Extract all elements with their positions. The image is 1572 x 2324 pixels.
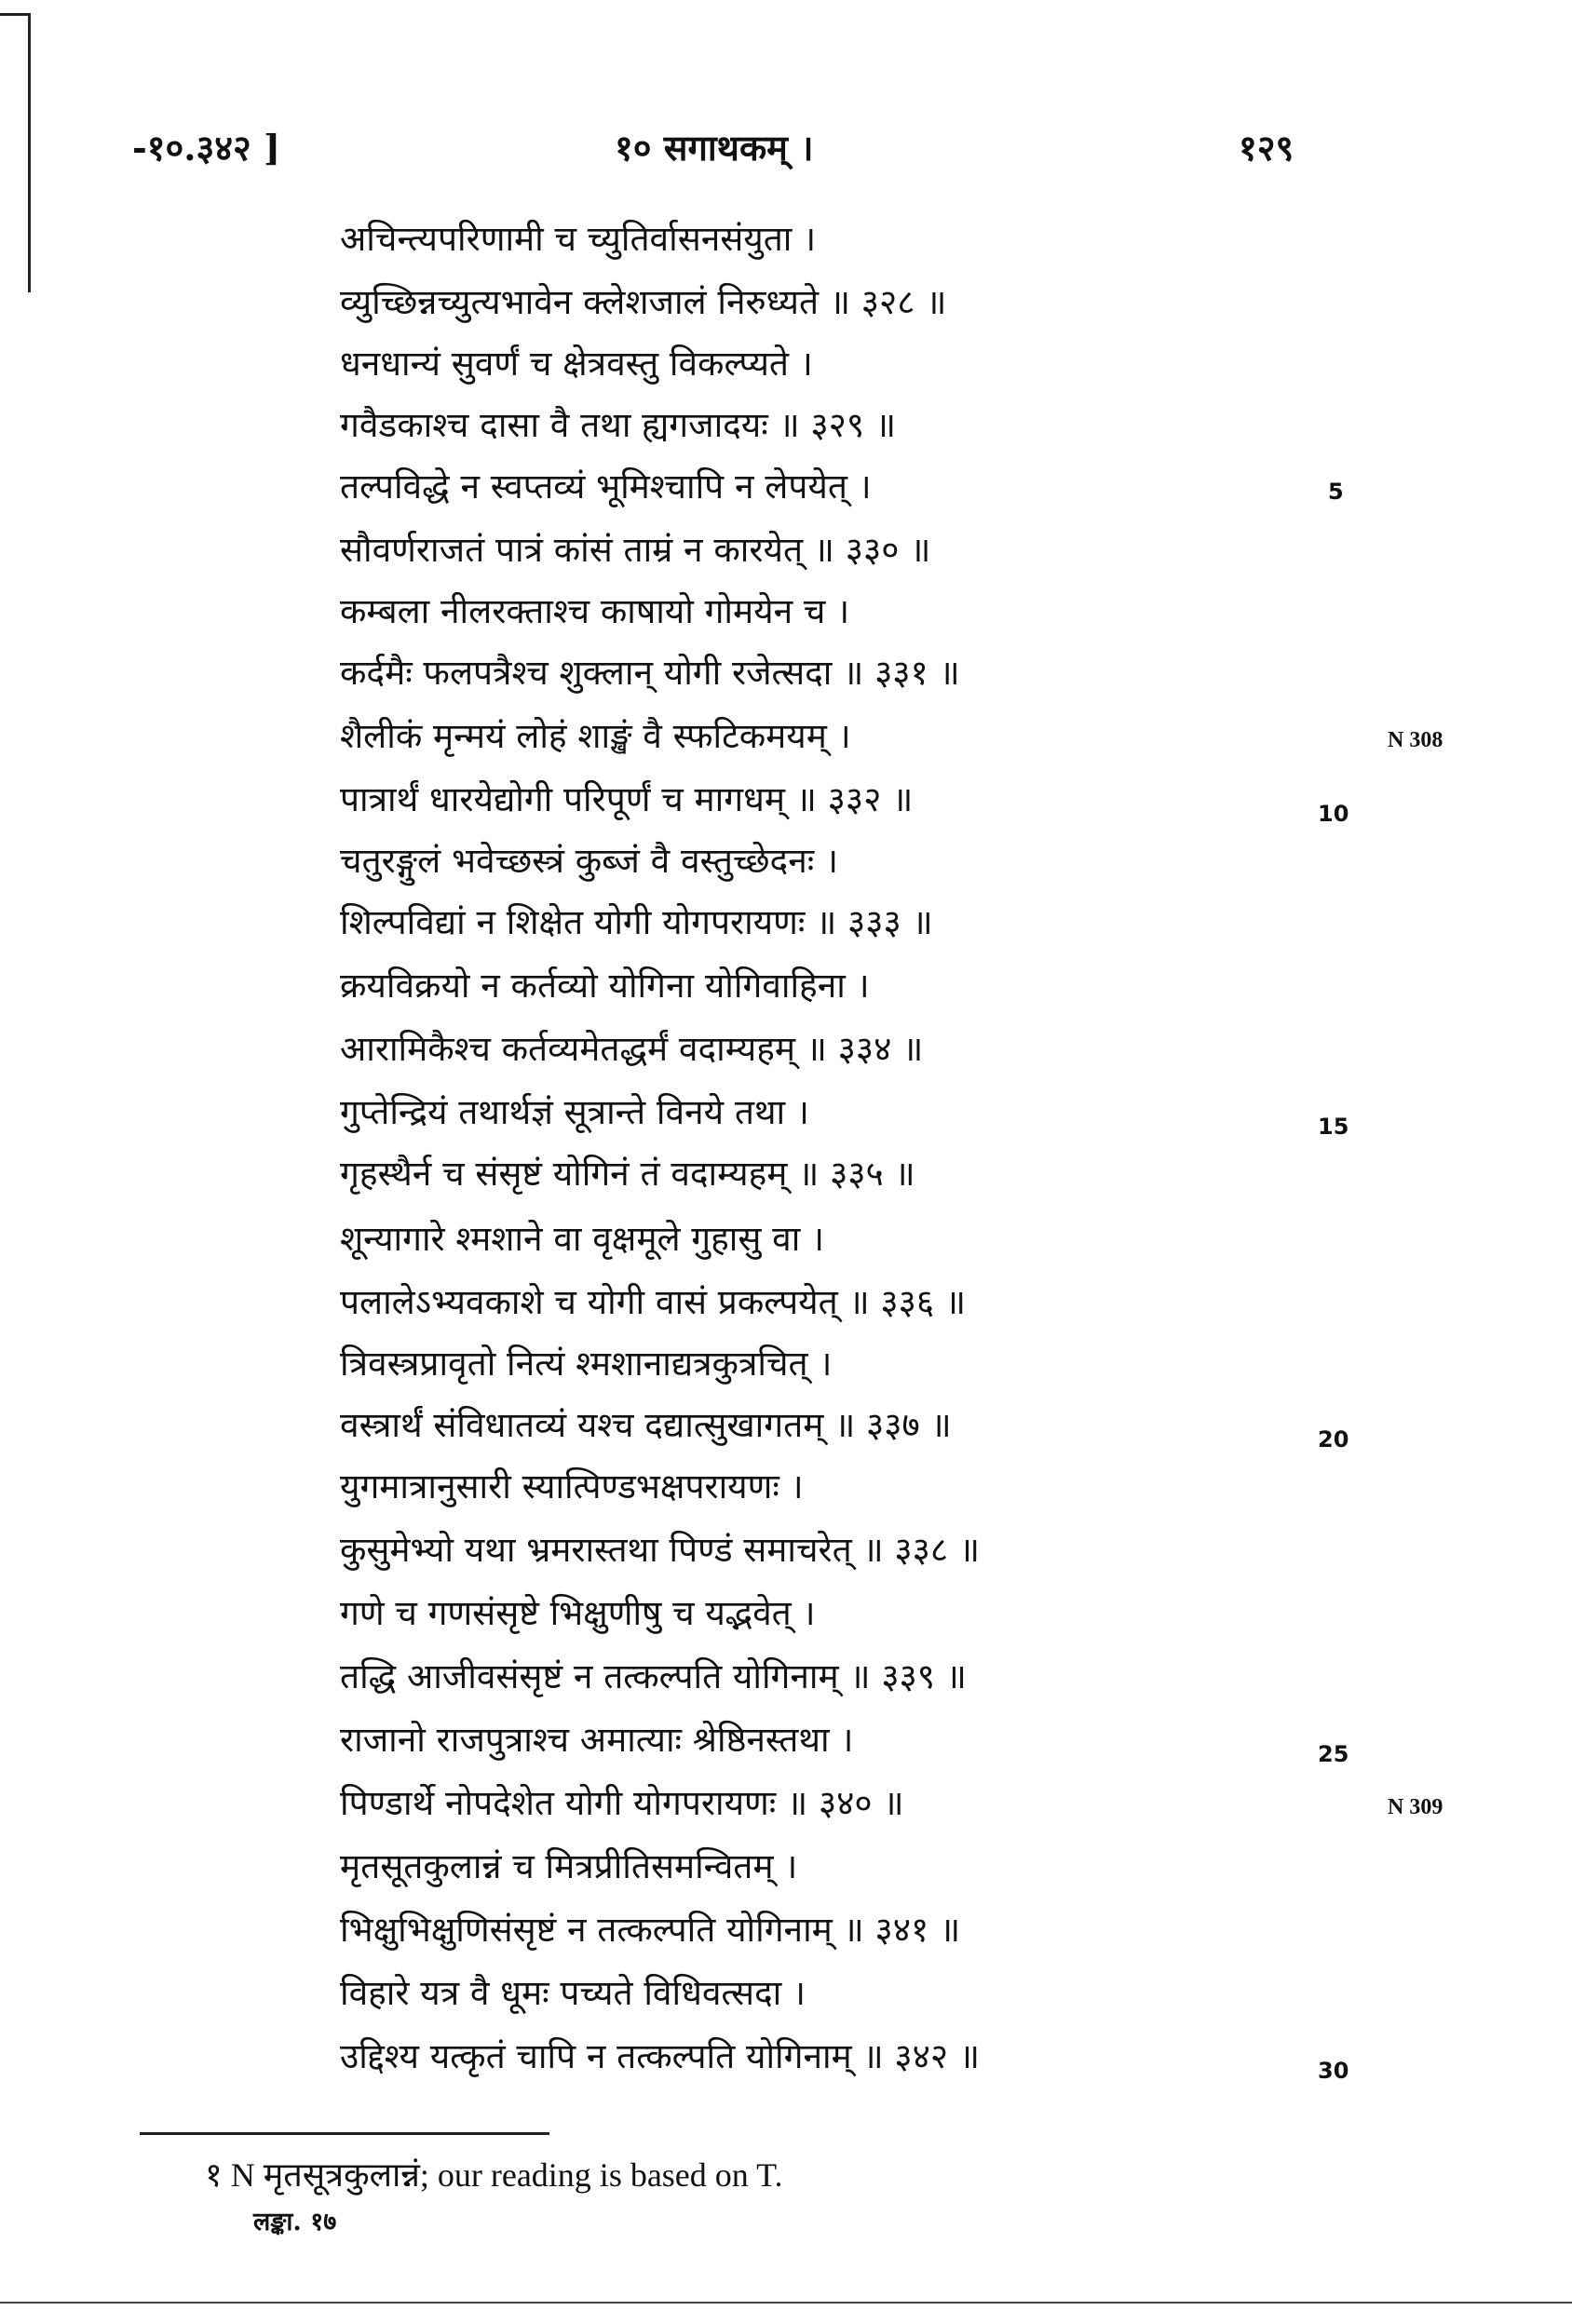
line-number: 15	[1318, 1114, 1349, 1140]
verse-line: कर्दमैः फलपत्रैश्च शुक्लान् योगी रजेत्सदा ॥ ३३१ ॥	[340, 653, 960, 693]
verse-line: कुसुमेभ्यो यथा भ्रमरास्तथा पिण्डं समाचरेत् ॥ ३३८ ॥	[340, 1530, 981, 1570]
verse-line: शैलीकं मृन्मयं लोहं शाङ्खं वै स्फटिकमयम् ।	[340, 716, 851, 756]
verse-line: अचिन्त्यपरिणामी च च्युतिर्वासनसंयुता ।	[340, 219, 817, 259]
line-number: 20	[1318, 1426, 1349, 1452]
verse-line: गृहस्थैर्न च संसृष्टं योगिनं तं वदाम्यहम् ॥ ३३५ ॥	[340, 1154, 915, 1194]
verse-line: गणे च गणसंसृष्टे भिक्षुणीषु च यद्भवेत् ।	[340, 1593, 816, 1633]
line-number: 25	[1318, 1741, 1349, 1767]
manuscript-reference: N 308	[1388, 728, 1443, 752]
manuscript-reference: N 309	[1388, 1795, 1443, 1819]
footnote: १ N मृतसूत्रकुलान्नं; our reading is based on T.	[205, 2156, 783, 2194]
verse-line: धनधान्यं सुवर्णं च क्षेत्रवस्तु विकल्प्यते ।	[340, 344, 813, 384]
verse-line: शिल्पविद्यां न शिक्षेत योगी योगपरायणः ॥ ३३३ ॥	[340, 902, 933, 942]
running-head-verse-range: -१०.३४२ ]	[132, 127, 281, 169]
verse-line: पात्रार्थं धारयेद्योगी परिपूर्णं च मागधम् ॥ ३३२ ॥	[340, 779, 914, 819]
verse-line: उद्दिश्य यत्कृतं चापि न तत्कल्पति योगिनाम् ॥ ३४२ ॥	[340, 2036, 981, 2076]
footnote-rule	[140, 2132, 549, 2135]
verse-line: राजानो राजपुत्राश्च अमात्याः श्रेष्ठिनस्तथा ।	[340, 1720, 854, 1760]
verse-line: व्युच्छिन्नच्युत्यभावेन क्लेशजालं निरुध्यते ॥ ३२८ ॥	[340, 282, 947, 322]
line-number: 10	[1318, 801, 1349, 827]
verse-line: मृतसूतकुलान्नं च मित्रप्रीतिसमन्वितम् ।	[340, 1846, 798, 1886]
bottom-edge-rule	[0, 2302, 1572, 2304]
verse-line: विहारे यत्र वै धूमः पच्यते विधिवत्सदा ।	[340, 1973, 806, 2013]
verse-line: सौवर्णराजतं पात्रं कांसं ताम्रं न कारयेत् ॥ ३३० ॥	[340, 530, 931, 570]
verse-line: कम्बला नीलरक्ताश्च काषायो गोमयेन च ।	[340, 591, 850, 631]
verse-line: गवैडकाश्च दासा वै तथा ह्यगजादयः ॥ ३२९ ॥	[340, 405, 897, 445]
verse-line: चतुरङ्गुलं भवेच्छस्त्रं कुब्जं वै वस्तुच्छेदनः ।	[340, 841, 838, 881]
verse-line: क्रयविक्रयो न कर्तव्यो योगिना योगिवाहिना ।	[340, 966, 870, 1006]
verse-line: शून्यागारे श्मशाने वा वृक्षमूले गुहासु वा ।	[340, 1219, 825, 1259]
line-number: 5	[1328, 479, 1344, 505]
verse-line: पलालेऽभ्यवकाशे च योगी वासं प्रकल्पयेत् ॥ ३३६ ॥	[340, 1282, 967, 1322]
signature-mark: लङ्का. १७	[253, 2208, 337, 2236]
verse-line: भिक्षुभिक्षुणिसंसृष्टं न तत्कल्पति योगिनाम् ॥ ३४१ ॥	[340, 1910, 961, 1950]
verse-line: पिण्डार्थे नोपदेशेत योगी योगपरायणः ॥ ३४० ॥	[340, 1783, 904, 1823]
verse-line: तद्धि आजीवसंसृष्टं न तत्कल्पति योगिनाम् ॥ ३३९ ॥	[340, 1656, 967, 1696]
verse-line: वस्त्रार्थं संविधातव्यं यश्च दद्यात्सुखागतम् ॥ ३३७ ॥	[340, 1405, 952, 1445]
page-number: १२९	[1239, 127, 1294, 169]
verse-line: तल्पविद्धे न स्वप्तव्यं भूमिश्चापि न लेपयेत् ।	[340, 466, 872, 507]
verse-line: त्रिवस्त्रप्रावृतो नित्यं श्मशानाद्यत्रकुत्रचित् ।	[340, 1344, 833, 1384]
running-head-title: १० सगाथकम् ।	[615, 127, 814, 169]
verse-line: युगमात्रानुसारी स्यात्पिण्डभक्षपरायणः ।	[340, 1466, 804, 1507]
verse-line: गुप्तेन्द्रियं तथार्थज्ञं सूत्रान्ते विनये तथा ।	[340, 1092, 809, 1132]
verse-line: आरामिकैश्च कर्तव्यमेतद्धर्मं वदाम्यहम् ॥ ३३४ ॥	[340, 1029, 924, 1069]
line-number: 30	[1318, 2058, 1349, 2084]
